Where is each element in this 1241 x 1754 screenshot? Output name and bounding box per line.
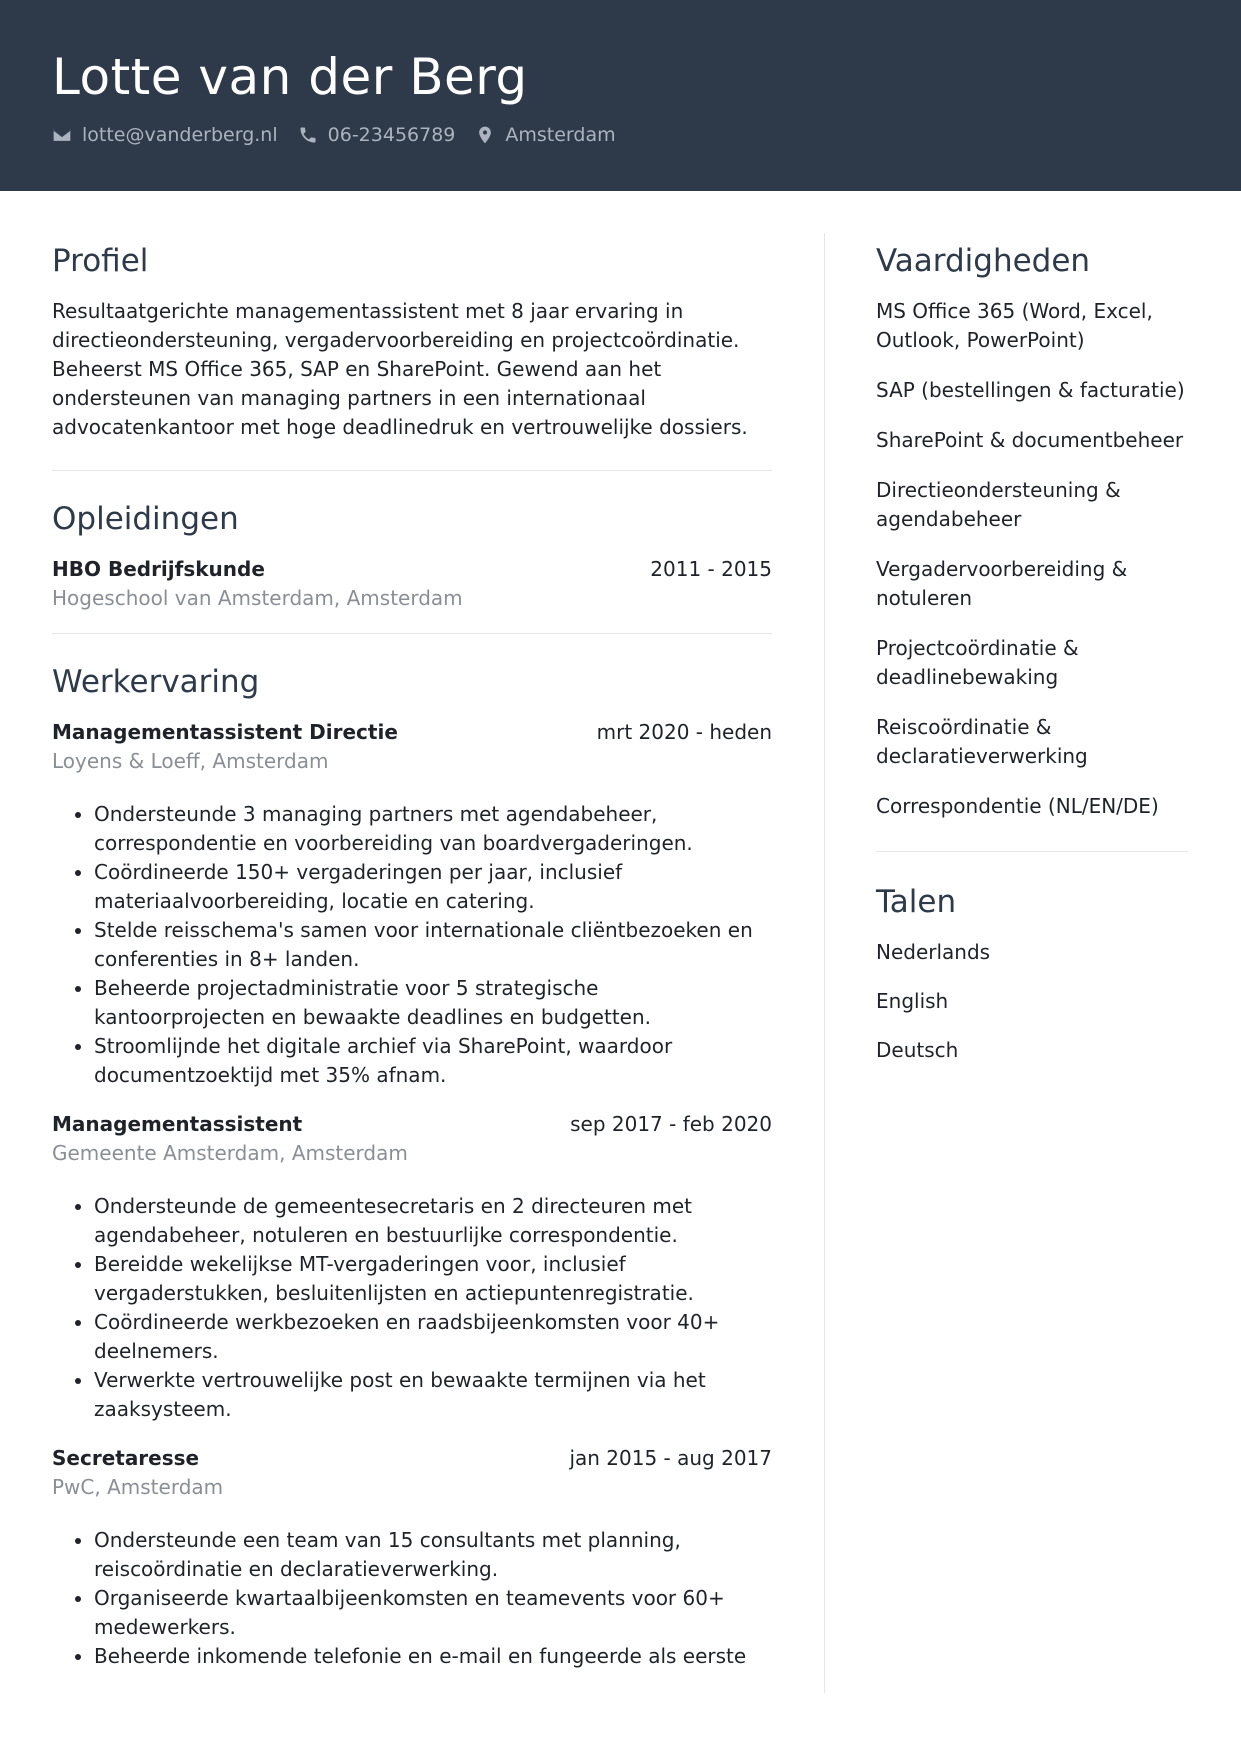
envelope-icon (52, 125, 72, 145)
education-entry (52, 555, 772, 613)
profile-text: Resultaatgerichte managementassistent met 8 jaar ervaring in directieondersteuning, vergadervoorbereiding en projectcoördinatie. Beheerst MS Office 365, SAP en SharePoint. Gewend aan het ondersteunen van managing partners in een internationaal advocatenkantoor met hoge deadlinedruk en vertrouwelijke dossiers. (52, 299, 748, 439)
section-title-experience: Werkervaring (52, 664, 260, 700)
job-entry (52, 1444, 772, 1671)
education-school: Hogeschool van Amsterdam, Amsterdam (52, 586, 463, 610)
education-period: 2011 - 2015 (650, 557, 772, 581)
languages-section (876, 882, 1188, 1065)
job-entry (52, 718, 772, 1090)
section-title-profile: Profiel (52, 243, 149, 279)
list-item: • Beheerde inkomende telefonie en e-mail en fungeerde als eerste (94, 1642, 772, 1671)
skill-item: Projectcoördinatie & deadlinebewaking (876, 636, 1079, 689)
phone-text: 06-23456789 (327, 124, 456, 146)
job-company: Gemeente Amsterdam, Amsterdam (52, 1141, 408, 1165)
skill-item: SharePoint & documentbeheer (876, 428, 1184, 452)
job-bullets (52, 800, 772, 1090)
contact-row (52, 124, 1189, 146)
experience-section (52, 662, 772, 1671)
job-role: Managementassistent Directie (52, 720, 398, 744)
skill-item: Correspondentie (NL/EN/DE) (876, 794, 1159, 818)
job-entry (52, 1110, 772, 1424)
section-title-skills: Vaardigheden (876, 243, 1091, 279)
job-period: jan 2015 - aug 2017 (569, 1446, 772, 1470)
skill-item: MS Office 365 (Word, Excel, Outlook, PowerPoint) (876, 299, 1153, 352)
contact-email (52, 124, 278, 146)
list-item: • Coördineerde 150+ vergaderingen per jaar, inclusief materiaalvoorbereiding, locatie en catering. (94, 858, 772, 916)
list-item: • Ondersteunde een team van 15 consultants met planning, reiscoördinatie en declaratieverwerking. (94, 1526, 772, 1584)
job-period: mrt 2020 - heden (596, 720, 772, 744)
divider (876, 851, 1188, 852)
email-text: lotte@vanderberg.nl (82, 124, 278, 146)
profile-section (52, 241, 772, 442)
skills-section (876, 241, 1188, 821)
person-name: Lotte van der Berg (52, 48, 528, 106)
list-item: • Ondersteunde de gemeentesecretaris en 2 directeuren met agendabeheer, notuleren en bestuurlijke correspondentie. (94, 1192, 772, 1250)
job-company: Loyens & Loeff, Amsterdam (52, 749, 329, 773)
main-column (52, 241, 772, 1693)
language-item: Deutsch (876, 1038, 959, 1062)
skill-item: Directieondersteuning & agendabeheer (876, 478, 1121, 531)
divider (52, 470, 772, 471)
skill-item: Vergadervoorbereiding & notuleren (876, 557, 1128, 610)
divider (52, 633, 772, 634)
sidebar-column (876, 241, 1188, 1693)
cv-header (0, 0, 1241, 191)
education-degree: HBO Bedrijfskunde (52, 557, 265, 581)
job-company: PwC, Amsterdam (52, 1475, 224, 1499)
list-item: • Beheerde projectadministratie voor 5 strategische kantoorprojecten en bewaakte deadlines en budgetten. (94, 974, 772, 1032)
phone-icon (298, 125, 318, 145)
section-title-languages: Talen (876, 884, 957, 920)
contact-location (475, 124, 615, 146)
contact-phone (298, 124, 456, 146)
job-period: sep 2017 - feb 2020 (570, 1112, 772, 1136)
cv-body (0, 191, 1241, 1693)
location-text: Amsterdam (505, 124, 616, 146)
language-item: English (876, 989, 949, 1013)
section-title-education: Opleidingen (52, 501, 239, 537)
language-item: Nederlands (876, 940, 991, 964)
list-item: • Organiseerde kwartaalbijeenkomsten en teamevents voor 60+ medewerkers. (94, 1584, 772, 1642)
job-role: Managementassistent (52, 1112, 303, 1136)
map-pin-icon (475, 125, 495, 145)
skill-item: Reiscoördinatie & declaratieverwerking (876, 715, 1088, 768)
list-item: • Coördineerde werkbezoeken en raadsbijeenkomsten voor 40+ deelnemers. (94, 1308, 772, 1366)
list-item: • Stelde reisschema's samen voor internationale cliëntbezoeken en conferenties in 8+ landen. (94, 916, 772, 974)
list-item: • Bereidde wekelijkse MT-vergaderingen voor, inclusief vergaderstukken, besluitenlijsten en actiepuntenregistratie. (94, 1250, 772, 1308)
column-divider (824, 233, 825, 1693)
job-bullets (52, 1526, 772, 1671)
education-section (52, 499, 772, 613)
skill-item: SAP (bestellingen & facturatie) (876, 378, 1185, 402)
job-bullets (52, 1192, 772, 1424)
list-item: • Verwerkte vertrouwelijke post en bewaakte termijnen via het zaaksysteem. (94, 1366, 772, 1424)
job-role: Secretaresse (52, 1446, 200, 1470)
list-item: • Stroomlijnde het digitale archief via SharePoint, waardoor documentzoektijd met 35% afnam. (94, 1032, 772, 1090)
list-item: • Ondersteunde 3 managing partners met agendabeheer, correspondentie en voorbereiding van boardvergaderingen. (94, 800, 772, 858)
